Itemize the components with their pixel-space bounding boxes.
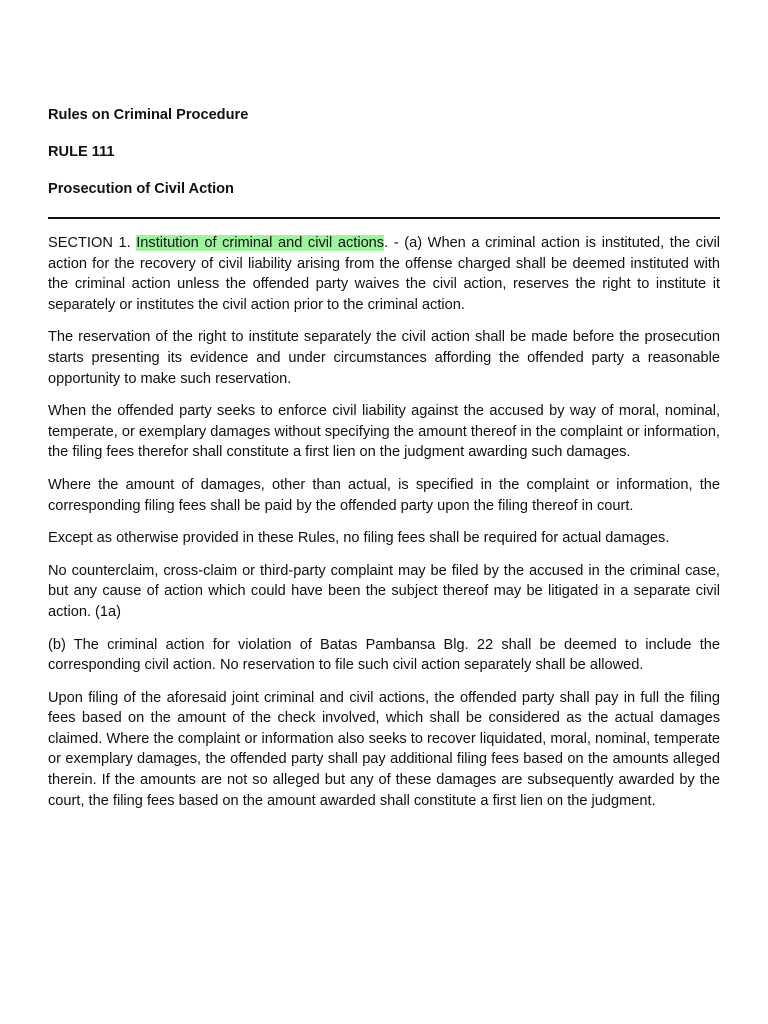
section-body-text: . - (a) When a criminal action is instituted, the civil action for the recovery of civil liability arising from the offense charged shall be deemed instituted with the criminal action unless the offended party waives the civil action, reserves the right to institute it separately or institutes the civil action prior to the criminal action. <box>48 235 720 313</box>
section-label: SECTION 1. <box>48 235 137 251</box>
document-page <box>48 105 720 823</box>
paragraph-counterclaim: No counterclaim, cross-claim or third-party complaint may be filed by the accused in the criminal case, but any cause of action which could have been the subject thereof may be litigated in a separate civil action. (1a) <box>48 562 720 620</box>
horizontal-divider <box>48 217 720 219</box>
paragraph-moral-damages: When the offended party seeks to enforce civil liability against the accused by way of moral, nominal, temperate, or exemplary damages without specifying the amount thereof in the complaint or information, the filing fees therefor shall constitute a first lien on the judgment awarding such damages. <box>48 403 720 461</box>
paragraph-reservation: The reservation of the right to institute separately the civil action shall be made before the prosecution starts presenting its evidence and under circumstances affording the offended party a reasonable opportunity to make such reservation. <box>48 329 720 387</box>
paragraph-actual-damages: Except as otherwise provided in these Rules, no filing fees shall be required for actual damages. <box>48 530 670 547</box>
document-title: Rules on Criminal Procedure <box>48 107 249 123</box>
rule-number: RULE 111 <box>48 144 115 160</box>
paragraph-filing-fees: Upon filing of the aforesaid joint criminal and civil actions, the offended party shall pay in full the filing fees based on the amount of the check involved, which shall be considered as the actual damages claimed. Where the complaint or information also seeks to recover liquidated, moral, nominal, temperate or exemplary damages, the offended party shall pay additional filing fees based on the amounts alleged therein. If the amounts are not so alleged but any of these damages are subsequently awarded by the court, the filing fees based on the amount awarded shall constitute a first lien on the judgment. <box>48 689 720 809</box>
paragraph-specified-damages: Where the amount of damages, other than actual, is specified in the complaint or information, the corresponding filing fees shall be paid by the offended party upon the filing thereof in court. <box>48 476 720 514</box>
highlighted-section-title: Institution of criminal and civil actions <box>136 235 385 251</box>
paragraph-bp22: (b) The criminal action for violation of Batas Pambansa Blg. 22 shall be deemed to include the corresponding civil action. No reservation to file such civil action separately shall be allowed. <box>48 636 720 674</box>
rule-title: Prosecution of Civil Action <box>48 181 234 197</box>
section-1-paragraph <box>48 233 720 315</box>
